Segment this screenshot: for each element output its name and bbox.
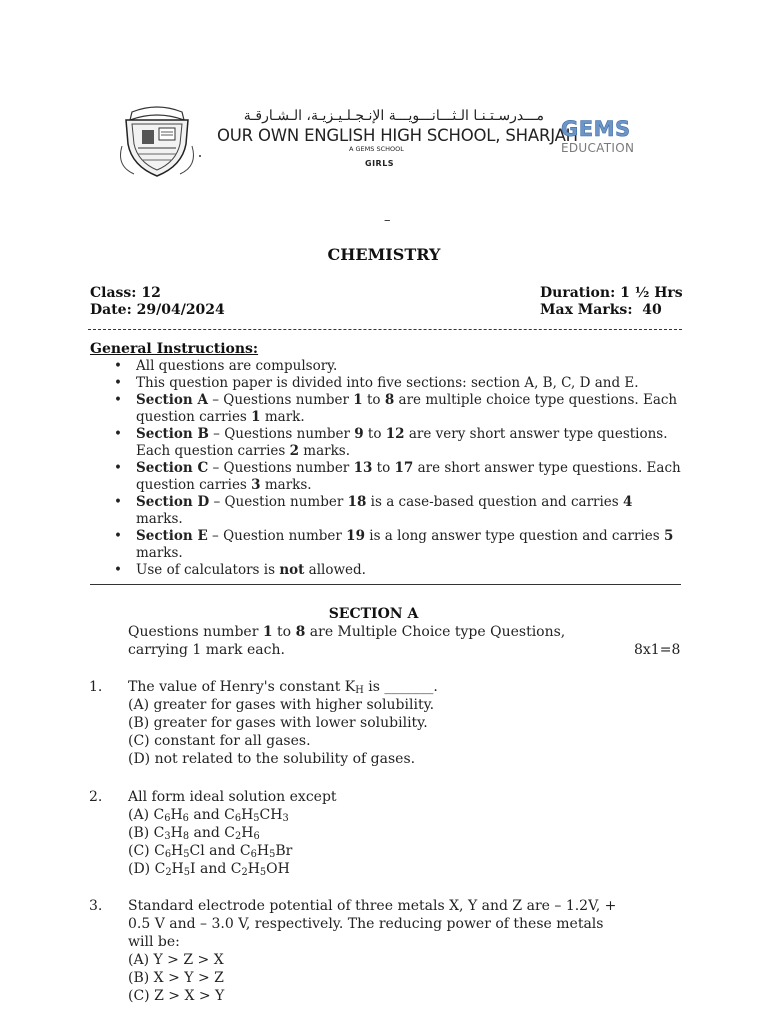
header-dash-mark: – <box>384 213 391 228</box>
question-number: 1. <box>89 679 103 695</box>
option-b[interactable]: (B) X > Y > Z <box>128 970 224 986</box>
duration-label: Duration: 1 ½ Hrs <box>540 285 683 301</box>
dashed-divider <box>88 329 682 330</box>
instruction-item: • Section A – Questions number 1 to 8 are multiple choice type questions. Each question carries 1 mark. <box>110 392 682 426</box>
class-label: Class: 12 <box>90 285 161 301</box>
question-stem: The value of Henry's constant $K_H$ is _______. <box>128 679 438 696</box>
option-a[interactable]: (A) $C_6H_6$ and $C_6H_5CH_3$ <box>128 807 289 824</box>
option-a[interactable]: (A) Y > Z > X <box>128 952 224 968</box>
max-marks-label: Max Marks: 40 <box>540 302 662 318</box>
section-a-intro: Questions number 1 to 8 are Multiple Choice type Questions, carrying 1 mark each. <box>128 624 566 658</box>
instruction-item: • Use of calculators is not allowed. <box>110 562 682 579</box>
exam-subject-title: CHEMISTRY <box>327 245 441 264</box>
instructions-list <box>110 358 682 579</box>
instruction-item: • This question paper is divided into five sections: section A, B, C, D and E. <box>110 375 682 392</box>
gems-education-label: EDUCATION <box>561 141 635 155</box>
solid-divider <box>90 584 681 585</box>
option-b[interactable]: (B) greater for gases with lower solubility. <box>128 715 428 731</box>
section-a-title: SECTION A <box>328 606 419 622</box>
question-number: 3. <box>89 898 103 914</box>
instruction-item: • Section D – Question number 18 is a case-based question and carries 4 marks. <box>110 494 682 528</box>
date-label: Date: 29/04/2024 <box>90 302 225 318</box>
instruction-item: • Section B – Questions number 9 to 12 are very short answer type questions. Each question carries 2 marks. <box>110 426 682 460</box>
instructions-title: General Instructions: <box>90 341 259 357</box>
instruction-item: • Section C – Questions number 13 to 17 are short answer type questions. Each question carries 3 marks. <box>110 460 682 494</box>
option-d[interactable]: (D) not related to the solubility of gases. <box>128 751 416 767</box>
option-a[interactable]: (A) greater for gases with higher solubility. <box>128 697 435 713</box>
option-b[interactable]: (B) $C_3H_8$ and $C_2H_6$ <box>128 825 260 842</box>
school-name-arabic: مـــدرسـتـنـا الـثـــانـــويـــة الإنـجـلـيـزيـة، الـشـارقـة <box>243 108 544 124</box>
question-stem: Standard electrode potential of three metals X, Y and Z are – 1.2V, + 0.5 V and – 3.0 V, respectively. The reducing power of these metals will be: <box>128 898 617 950</box>
gems-logo <box>561 118 645 138</box>
question-number: 2. <box>89 789 103 805</box>
school-crest-logo <box>112 106 202 178</box>
section-a-marks: 8x1=8 <box>634 642 681 658</box>
option-c[interactable]: (C) Z > X > Y <box>128 988 225 1004</box>
question-1 <box>89 678 649 768</box>
question-2 <box>89 788 649 878</box>
question-3 <box>89 897 649 1009</box>
school-name-english: OUR OWN ENGLISH HIGH SCHOOL, SHARJAH <box>217 126 578 145</box>
option-c[interactable]: (C) constant for all gases. <box>128 733 311 749</box>
question-stem: All form ideal solution except <box>128 789 337 805</box>
gems-logo-text: GEMS <box>561 118 631 138</box>
instruction-item: • Section E – Question number 19 is a long answer type question and carries 5 marks. <box>110 528 682 562</box>
school-subtitle: A GEMS SCHOOL <box>349 145 404 153</box>
instruction-item: • All questions are compulsory. <box>110 358 682 375</box>
school-section-label: GIRLS <box>365 159 395 168</box>
option-d[interactable]: (D) $C_2H_5I$ and $C_2H_5OH$ <box>128 861 290 878</box>
option-c[interactable]: (C) $C_6H_5Cl$ and $C_6H_5Br$ <box>128 843 293 860</box>
